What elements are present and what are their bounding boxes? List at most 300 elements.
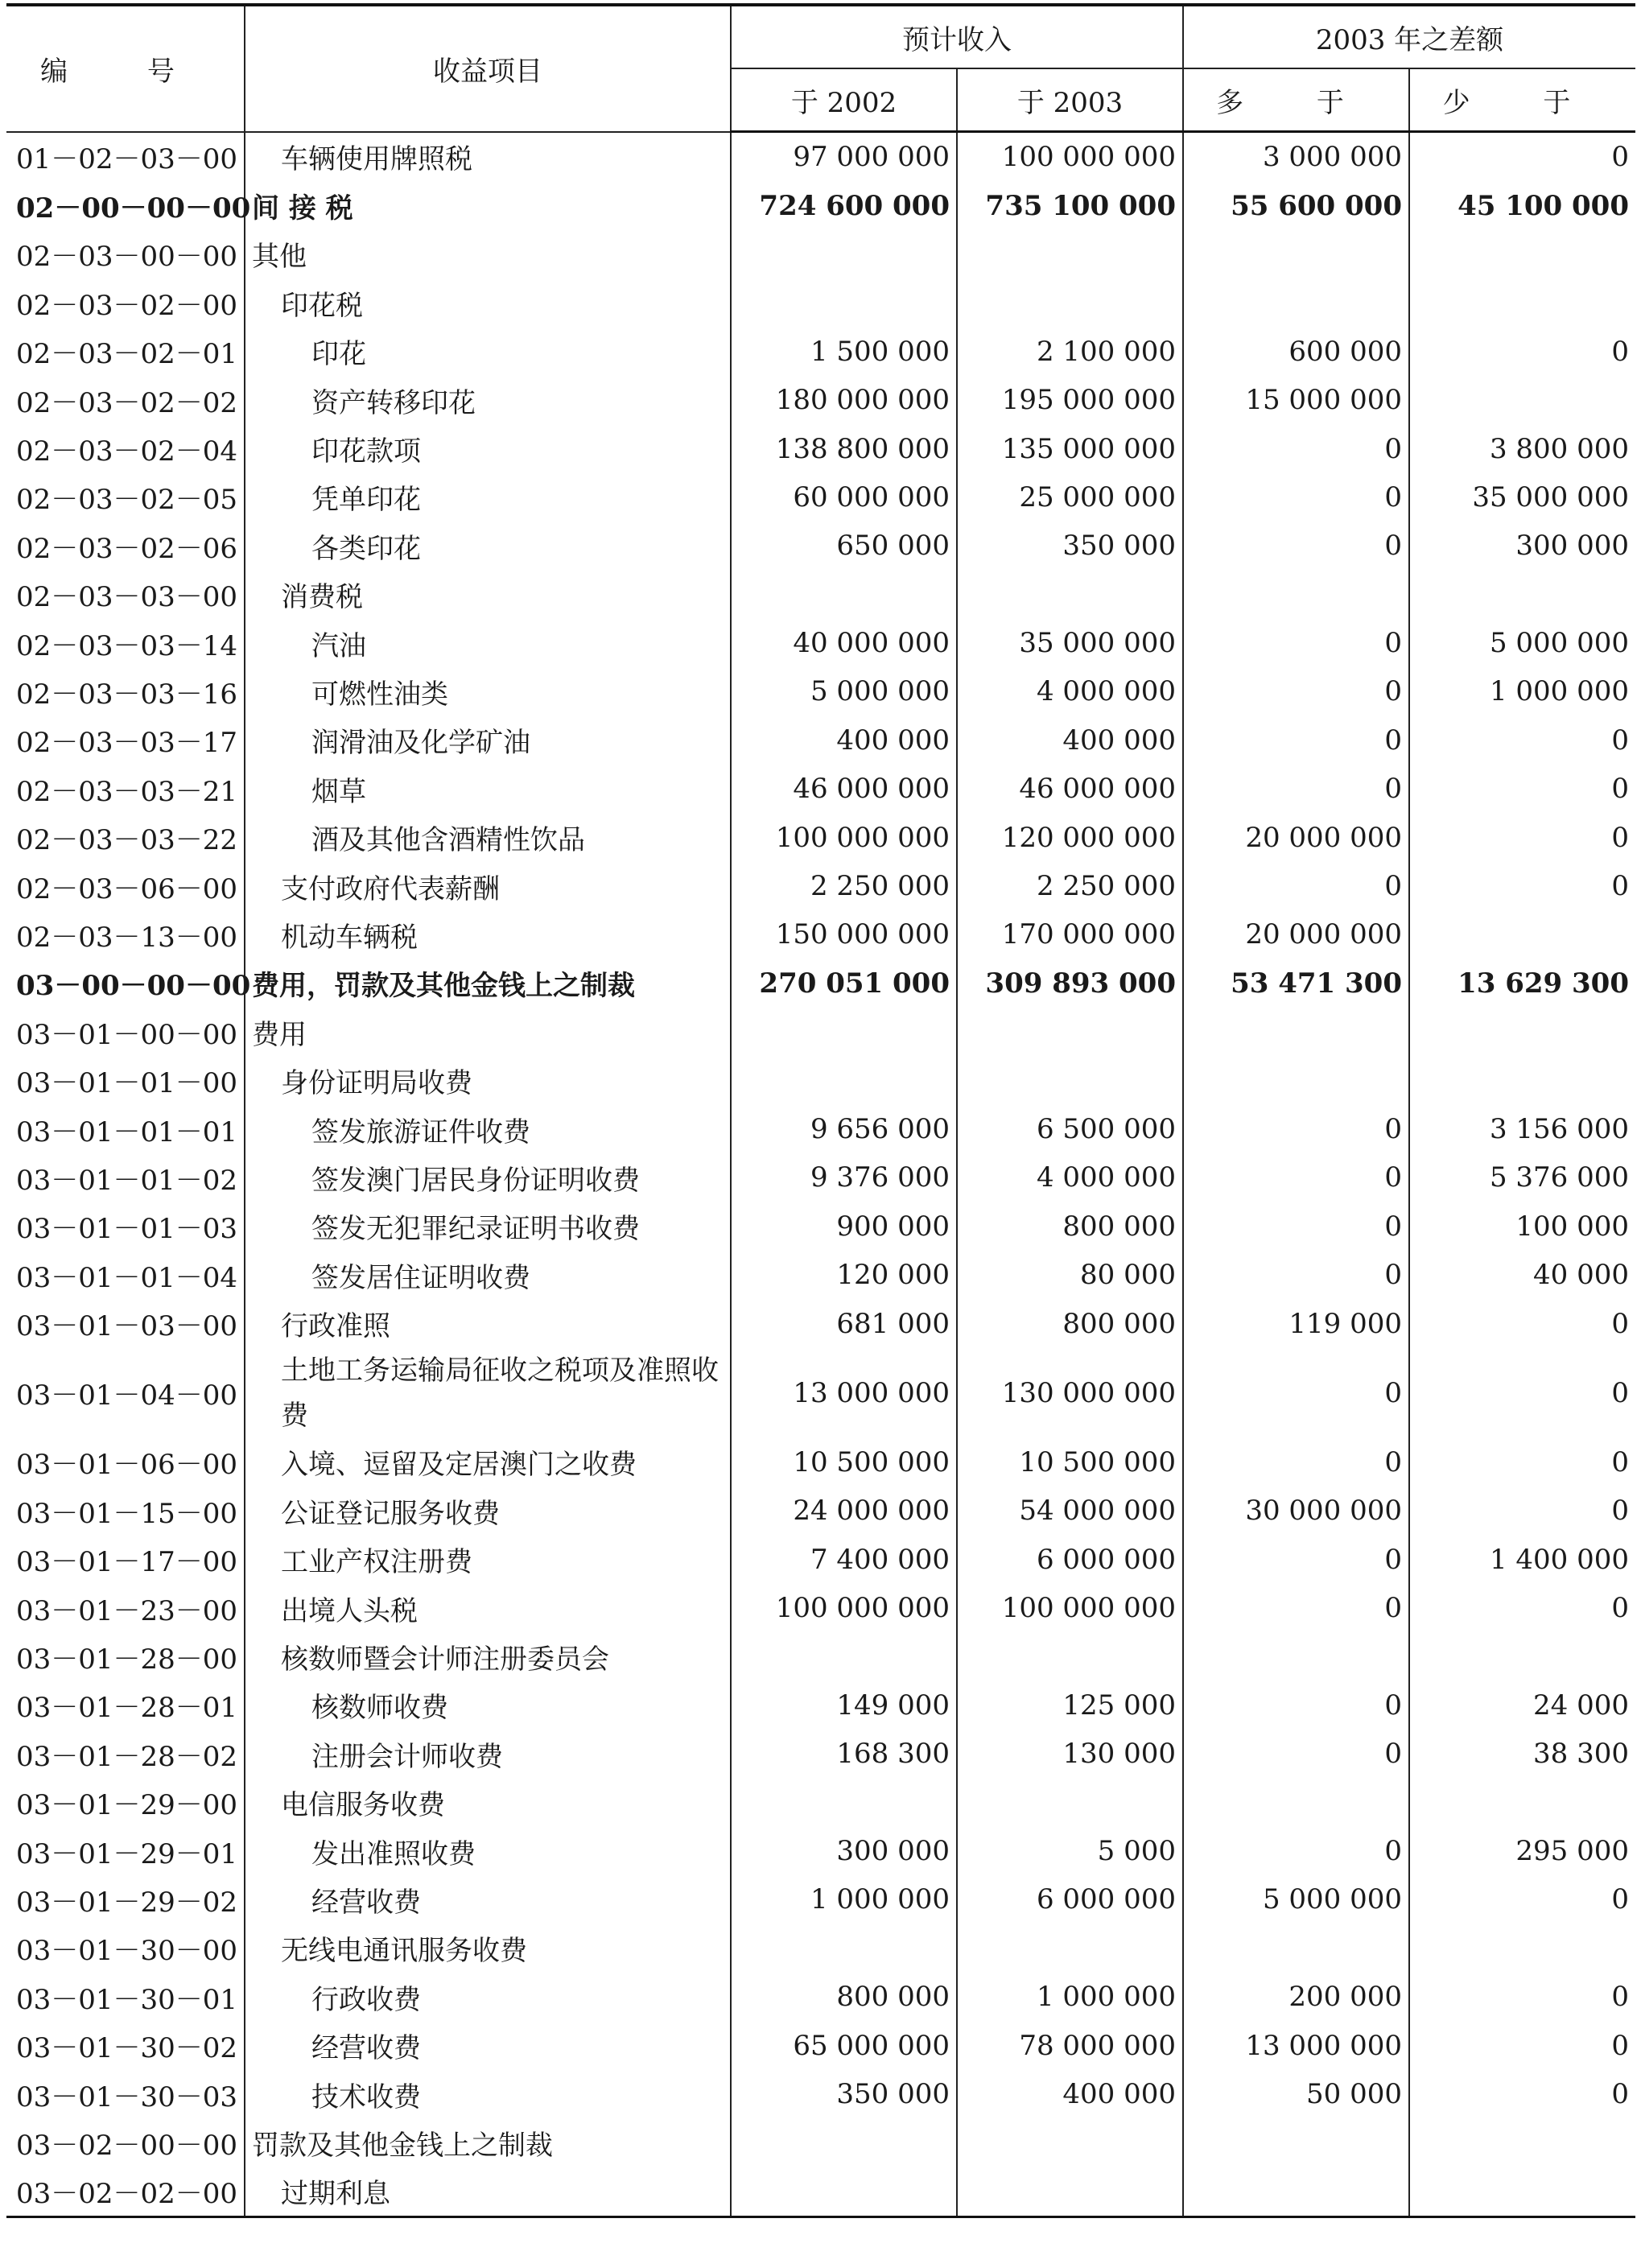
table-row [6,132,1635,182]
table-row [6,910,1635,959]
cell-item: 消费税 [245,571,731,619]
table-row [6,1202,1635,1251]
cell-more: 55 600 000 [1183,181,1409,229]
cell-item: 其他 [245,230,731,278]
cell-code: 03－01－06－00 [6,1438,245,1487]
table-row [6,1251,1635,1299]
cell-est-2002: 800 000 [731,1973,957,2021]
cell-more: 600 000 [1183,328,1409,376]
cell-est-2003: 350 000 [957,522,1183,570]
cell-est-2002: 138 800 000 [731,424,957,472]
cell-more: 0 [1183,1438,1409,1487]
table-row [6,571,1635,619]
table-row [6,667,1635,715]
cell-more [1183,1779,1409,1827]
cell-est-2002: 149 000 [731,1681,957,1730]
table-row [6,619,1635,667]
table-row [6,1299,1635,1347]
cell-less [1409,571,1635,619]
cell-item: 各类印花 [245,522,731,570]
cell-code: 03－02－00－00 [6,2118,245,2167]
table-row [6,1536,1635,1584]
cell-less [1409,2167,1635,2217]
revenue-table [6,3,1635,2218]
cell-est-2003: 130 000 [957,1730,1183,1778]
cell-more: 0 [1183,424,1409,472]
cell-item: 入境、逗留及定居澳门之收费 [245,1438,731,1487]
cell-item: 无线电通讯服务收费 [245,1924,731,1973]
cell-est-2002: 13 000 000 [731,1348,957,1438]
cell-more [1183,571,1409,619]
cell-item: 车辆使用牌照税 [245,132,731,182]
cell-est-2003: 400 000 [957,2070,1183,2118]
table-row [6,1632,1635,1680]
header-est-2002: 于 2002 [731,68,957,132]
cell-more: 119 000 [1183,1299,1409,1347]
cell-code: 02－00－00－00 [6,181,245,229]
cell-est-2003 [957,1632,1183,1680]
cell-code: 03－01－01－03 [6,1202,245,1251]
cell-less: 300 000 [1409,522,1635,570]
cell-item: 润滑油及化学矿油 [245,716,731,765]
cell-more: 0 [1183,1105,1409,1153]
cell-less [1409,278,1635,327]
cell-more [1183,2118,1409,2167]
cell-est-2002: 270 051 000 [731,959,957,1008]
cell-code: 03－01－04－00 [6,1348,245,1438]
cell-code: 03－01－15－00 [6,1487,245,1535]
cell-more [1183,278,1409,327]
cell-est-2002 [731,278,957,327]
cell-code: 03－01－30－01 [6,1973,245,2021]
cell-est-2002: 900 000 [731,1202,957,1251]
table-row [6,716,1635,765]
cell-more: 30 000 000 [1183,1487,1409,1535]
cell-est-2003: 400 000 [957,716,1183,765]
cell-code: 02－03－03－14 [6,619,245,667]
cell-est-2002: 65 000 000 [731,2021,957,2069]
cell-less: 45 100 000 [1409,181,1635,229]
cell-est-2003 [957,278,1183,327]
cell-code: 03－01－29－01 [6,1827,245,1875]
table-row [6,1105,1635,1153]
cell-code: 03－01－30－02 [6,2021,245,2069]
table-row [6,1681,1635,1730]
cell-est-2003: 130 000 000 [957,1348,1183,1438]
cell-est-2002: 650 000 [731,522,957,570]
cell-less [1409,1779,1635,1827]
cell-less: 295 000 [1409,1827,1635,1875]
cell-less: 1 400 000 [1409,1536,1635,1584]
cell-item: 签发无犯罪纪录证明书收费 [245,1202,731,1251]
cell-less: 0 [1409,132,1635,182]
cell-est-2003 [957,230,1183,278]
cell-less: 0 [1409,1438,1635,1487]
cell-more: 53 471 300 [1183,959,1409,1008]
cell-less: 100 000 [1409,1202,1635,1251]
table-row [6,1438,1635,1487]
cell-est-2003 [957,1924,1183,1973]
table-header [6,5,1635,132]
cell-code: 02－03－02－04 [6,424,245,472]
cell-item: 汽油 [245,619,731,667]
cell-less [1409,1008,1635,1056]
cell-item: 罚款及其他金钱上之制裁 [245,2118,731,2167]
cell-less: 24 000 [1409,1681,1635,1730]
cell-est-2003 [957,1008,1183,1056]
cell-code: 03－01－01－04 [6,1251,245,1299]
cell-more [1183,1056,1409,1104]
table-row [6,1584,1635,1632]
cell-code: 02－03－03－22 [6,813,245,861]
header-less: 少 于 [1409,68,1635,132]
cell-more: 0 [1183,1536,1409,1584]
cell-less: 13 629 300 [1409,959,1635,1008]
cell-code: 03－01－28－00 [6,1632,245,1680]
cell-item: 支付政府代表薪酬 [245,862,731,910]
header-diff-group: 2003 年之差额 [1183,5,1635,68]
cell-less: 0 [1409,765,1635,813]
cell-est-2003: 54 000 000 [957,1487,1183,1535]
cell-est-2003 [957,2118,1183,2167]
cell-est-2003: 1 000 000 [957,1973,1183,2021]
cell-more: 0 [1183,1153,1409,1202]
cell-est-2002: 180 000 000 [731,376,957,424]
table-row [6,181,1635,229]
cell-code: 02－03－02－00 [6,278,245,327]
table-row [6,1730,1635,1778]
cell-code: 03－01－23－00 [6,1584,245,1632]
cell-less [1409,1056,1635,1104]
cell-less: 0 [1409,1584,1635,1632]
cell-more: 0 [1183,1202,1409,1251]
cell-item: 签发澳门居民身份证明收费 [245,1153,731,1202]
cell-est-2003: 170 000 000 [957,910,1183,959]
cell-est-2003: 6 000 000 [957,1875,1183,1924]
cell-est-2003: 25 000 000 [957,473,1183,522]
cell-est-2003: 800 000 [957,1299,1183,1347]
cell-code: 02－03－06－00 [6,862,245,910]
cell-more: 0 [1183,765,1409,813]
cell-est-2002 [731,1056,957,1104]
cell-code: 02－03－13－00 [6,910,245,959]
cell-est-2003: 35 000 000 [957,619,1183,667]
cell-more: 0 [1183,667,1409,715]
cell-code: 03－01－28－02 [6,1730,245,1778]
cell-code: 03－01－17－00 [6,1536,245,1584]
cell-est-2003: 2 250 000 [957,862,1183,910]
cell-code: 03－01－00－00 [6,1008,245,1056]
cell-est-2002 [731,230,957,278]
cell-more: 0 [1183,716,1409,765]
cell-code: 02－03－02－01 [6,328,245,376]
header-item: 收益项目 [245,5,731,132]
cell-est-2003 [957,2167,1183,2217]
cell-more: 0 [1183,1348,1409,1438]
cell-item: 出境人头税 [245,1584,731,1632]
table-row [6,2167,1635,2217]
cell-less: 0 [1409,1299,1635,1347]
cell-item: 间 接 税 [245,181,731,229]
table-row [6,765,1635,813]
cell-est-2003: 100 000 000 [957,132,1183,182]
cell-est-2002 [731,1779,957,1827]
cell-item: 工业产权注册费 [245,1536,731,1584]
cell-item: 可燃性油类 [245,667,731,715]
cell-est-2003: 78 000 000 [957,2021,1183,2069]
table-row [6,813,1635,861]
table-row [6,2070,1635,2118]
cell-more: 0 [1183,473,1409,522]
cell-more: 20 000 000 [1183,813,1409,861]
cell-more [1183,230,1409,278]
cell-item: 公证登记服务收费 [245,1487,731,1535]
cell-est-2002: 350 000 [731,2070,957,2118]
cell-item: 经营收费 [245,1875,731,1924]
cell-item: 土地工务运输局征收之税项及准照收费 [245,1348,731,1438]
cell-code: 01－02－03－00 [6,132,245,182]
cell-est-2002: 2 250 000 [731,862,957,910]
cell-more: 200 000 [1183,1973,1409,2021]
cell-code: 03－01－29－02 [6,1875,245,1924]
cell-more: 0 [1183,862,1409,910]
cell-est-2002: 60 000 000 [731,473,957,522]
table-row [6,862,1635,910]
cell-code: 02－03－00－00 [6,230,245,278]
table-row [6,1779,1635,1827]
cell-code: 02－03－03－21 [6,765,245,813]
table-row [6,522,1635,570]
cell-less: 35 000 000 [1409,473,1635,522]
cell-code: 02－03－03－17 [6,716,245,765]
cell-more: 50 000 [1183,2070,1409,2118]
cell-less: 0 [1409,716,1635,765]
cell-est-2002: 40 000 000 [731,619,957,667]
cell-more: 13 000 000 [1183,2021,1409,2069]
cell-est-2003 [957,1056,1183,1104]
cell-code: 02－03－02－05 [6,473,245,522]
table-row [6,328,1635,376]
cell-item: 电信服务收费 [245,1779,731,1827]
cell-est-2002: 9 656 000 [731,1105,957,1153]
cell-est-2002: 1 500 000 [731,328,957,376]
cell-item: 核数师暨会计师注册委员会 [245,1632,731,1680]
cell-item: 行政准照 [245,1299,731,1347]
cell-item: 技术收费 [245,2070,731,2118]
cell-est-2002 [731,1632,957,1680]
cell-code: 03－01－01－00 [6,1056,245,1104]
cell-est-2003 [957,1779,1183,1827]
header-more: 多 于 [1183,68,1409,132]
cell-more: 0 [1183,1730,1409,1778]
cell-item: 机动车辆税 [245,910,731,959]
table-row [6,1924,1635,1973]
cell-est-2003: 309 893 000 [957,959,1183,1008]
cell-less: 40 000 [1409,1251,1635,1299]
cell-less: 0 [1409,328,1635,376]
cell-more [1183,1924,1409,1973]
cell-more: 5 000 000 [1183,1875,1409,1924]
cell-code: 03－02－02－00 [6,2167,245,2217]
cell-est-2003: 195 000 000 [957,376,1183,424]
cell-item: 资产转移印花 [245,376,731,424]
cell-more [1183,1008,1409,1056]
cell-more: 0 [1183,619,1409,667]
table-row [6,1875,1635,1924]
cell-est-2002: 97 000 000 [731,132,957,182]
cell-est-2002: 300 000 [731,1827,957,1875]
cell-code: 03－01－30－00 [6,1924,245,1973]
cell-item: 酒及其他含酒精性饮品 [245,813,731,861]
cell-item: 烟草 [245,765,731,813]
table-row [6,1153,1635,1202]
cell-item: 印花 [245,328,731,376]
cell-est-2002 [731,2118,957,2167]
cell-more: 15 000 000 [1183,376,1409,424]
cell-est-2003: 80 000 [957,1251,1183,1299]
cell-less: 5 000 000 [1409,619,1635,667]
cell-est-2003: 6 500 000 [957,1105,1183,1153]
cell-less [1409,2118,1635,2167]
cell-less: 1 000 000 [1409,667,1635,715]
cell-item: 费用 [245,1008,731,1056]
budget-table-page [6,3,1635,2218]
cell-est-2002: 724 600 000 [731,181,957,229]
cell-est-2002 [731,1008,957,1056]
cell-est-2002: 46 000 000 [731,765,957,813]
cell-est-2002: 120 000 [731,1251,957,1299]
cell-item: 印花税 [245,278,731,327]
cell-est-2002: 7 400 000 [731,1536,957,1584]
cell-less: 0 [1409,2070,1635,2118]
cell-est-2003: 800 000 [957,1202,1183,1251]
cell-less [1409,376,1635,424]
cell-code: 02－03－02－02 [6,376,245,424]
cell-item: 凭单印花 [245,473,731,522]
cell-item: 发出准照收费 [245,1827,731,1875]
cell-item: 身份证明局收费 [245,1056,731,1104]
cell-more: 0 [1183,1584,1409,1632]
table-row [6,1008,1635,1056]
cell-est-2003: 120 000 000 [957,813,1183,861]
cell-item: 签发居住证明收费 [245,1251,731,1299]
table-row [6,1487,1635,1535]
cell-less [1409,230,1635,278]
cell-less [1409,1632,1635,1680]
cell-item: 经营收费 [245,2021,731,2069]
cell-item: 签发旅游证件收费 [245,1105,731,1153]
table-row [6,1827,1635,1875]
cell-item: 费用，罚款及其他金钱上之制裁 [245,959,731,1008]
cell-est-2003: 6 000 000 [957,1536,1183,1584]
cell-code: 02－03－03－00 [6,571,245,619]
table-row [6,2118,1635,2167]
table-row [6,424,1635,472]
cell-est-2003: 2 100 000 [957,328,1183,376]
cell-less: 0 [1409,1348,1635,1438]
cell-more: 0 [1183,1251,1409,1299]
cell-est-2002 [731,1924,957,1973]
cell-est-2003: 5 000 [957,1827,1183,1875]
cell-est-2002: 5 000 000 [731,667,957,715]
cell-less: 0 [1409,1487,1635,1535]
cell-est-2002: 681 000 [731,1299,957,1347]
cell-less [1409,1924,1635,1973]
cell-less: 0 [1409,1973,1635,2021]
cell-est-2003: 735 100 000 [957,181,1183,229]
table-row [6,230,1635,278]
cell-less: 5 376 000 [1409,1153,1635,1202]
cell-code: 03－01－01－02 [6,1153,245,1202]
cell-est-2003 [957,571,1183,619]
cell-est-2003: 135 000 000 [957,424,1183,472]
table-row [6,1056,1635,1104]
cell-less: 0 [1409,862,1635,910]
cell-est-2003: 125 000 [957,1681,1183,1730]
cell-est-2003: 4 000 000 [957,667,1183,715]
cell-code: 03－01－29－00 [6,1779,245,1827]
cell-item: 过期利息 [245,2167,731,2217]
cell-est-2002: 168 300 [731,1730,957,1778]
cell-code: 03－01－28－01 [6,1681,245,1730]
cell-est-2002: 24 000 000 [731,1487,957,1535]
cell-est-2002 [731,2167,957,2217]
cell-code: 03－01－30－03 [6,2070,245,2118]
cell-code: 03－01－03－00 [6,1299,245,1347]
cell-est-2002: 150 000 000 [731,910,957,959]
cell-item: 核数师收费 [245,1681,731,1730]
cell-est-2002: 10 500 000 [731,1438,957,1487]
cell-more: 3 000 000 [1183,132,1409,182]
cell-code: 03－00－00－00 [6,959,245,1008]
cell-est-2002 [731,571,957,619]
cell-less: 38 300 [1409,1730,1635,1778]
cell-code: 03－01－01－01 [6,1105,245,1153]
cell-more: 0 [1183,522,1409,570]
cell-item: 行政收费 [245,1973,731,2021]
cell-less: 0 [1409,813,1635,861]
cell-less [1409,910,1635,959]
cell-est-2003: 46 000 000 [957,765,1183,813]
cell-est-2002: 400 000 [731,716,957,765]
table-row [6,278,1635,327]
cell-code: 02－03－03－16 [6,667,245,715]
cell-less: 3 800 000 [1409,424,1635,472]
table-row [6,2021,1635,2069]
cell-more: 0 [1183,1681,1409,1730]
table-row [6,959,1635,1008]
cell-less: 0 [1409,2021,1635,2069]
cell-item: 注册会计师收费 [245,1730,731,1778]
cell-more [1183,2167,1409,2217]
cell-est-2002: 100 000 000 [731,1584,957,1632]
cell-more: 20 000 000 [1183,910,1409,959]
cell-more [1183,1632,1409,1680]
cell-est-2002: 9 376 000 [731,1153,957,1202]
cell-code: 02－03－02－06 [6,522,245,570]
table-row [6,1348,1635,1438]
header-est-2003: 于 2003 [957,68,1183,132]
cell-est-2003: 4 000 000 [957,1153,1183,1202]
cell-item: 印花款项 [245,424,731,472]
cell-less: 0 [1409,1875,1635,1924]
cell-more: 0 [1183,1827,1409,1875]
cell-less: 3 156 000 [1409,1105,1635,1153]
cell-est-2002: 100 000 000 [731,813,957,861]
cell-est-2003: 100 000 000 [957,1584,1183,1632]
table-body [6,132,1635,2217]
cell-est-2002: 1 000 000 [731,1875,957,1924]
